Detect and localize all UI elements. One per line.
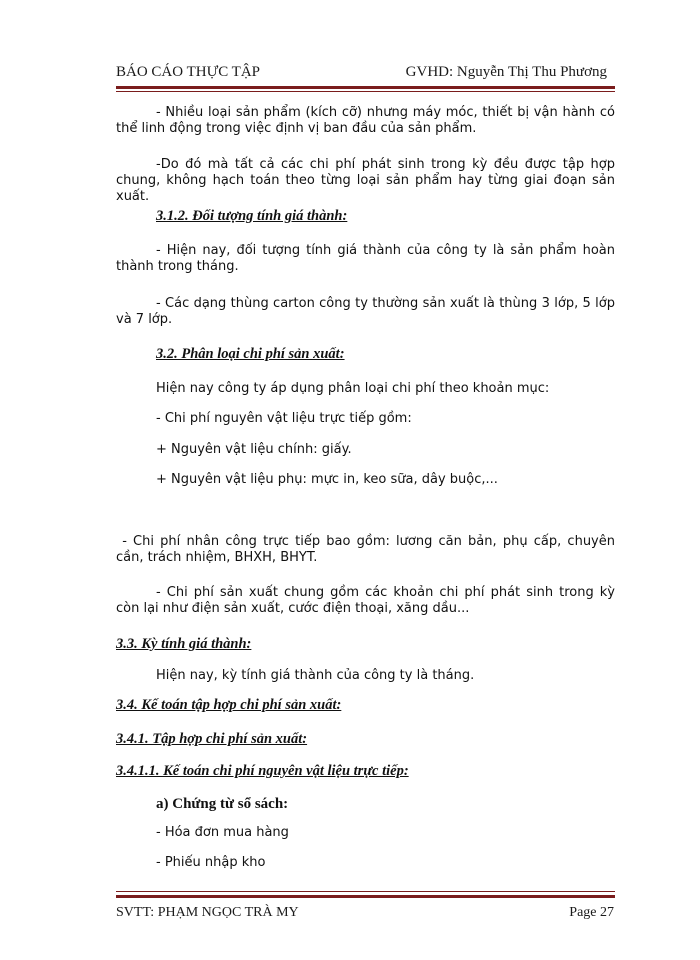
header-title: BÁO CÁO THỰC TẬP [116, 64, 261, 80]
paragraph-11: Hiện nay, kỳ tính giá thành của công ty là tháng. [156, 668, 475, 683]
paragraph-1: - Nhiều loại sản phẩm (kích cỡ) nhưng máy móc, thiết bị vận hành có thể linh động trong việc định vị ban đầu của sản phẩm. [116, 105, 615, 136]
paragraph-7: + Nguyên vật liệu chính: giấy. [156, 442, 352, 457]
heading-a-vouchers: a) Chứng từ sổ sách: [156, 796, 289, 812]
paragraph-2: -Do đó mà tất cả các chi phí phát sinh trong kỳ đều được tập hợp chung, không hạch toán theo từng loại sản phẩm hay từng giai đoạn sản xuất. [116, 157, 615, 204]
footer-rule-thin [116, 891, 615, 892]
page-number: Page 27 [569, 905, 614, 920]
heading-3-4: 3.4. Kế toán tập hợp chi phí sản xuất: [116, 697, 342, 713]
heading-3-4-1-1: 3.4.1.1. Kế toán chi phí nguyên vật liệu trực tiếp: [116, 763, 409, 779]
heading-3-2: 3.2. Phân loại chi phí sản xuất: [156, 346, 345, 362]
paragraph-8: + Nguyên vật liệu phụ: mực in, keo sữa, dây buộc,... [156, 472, 498, 487]
paragraph-5: Hiện nay công ty áp dụng phân loại chi phí theo khoản mục: [156, 381, 550, 396]
footer-rule-thick [116, 895, 615, 898]
paragraph-6: - Chi phí nguyên vật liệu trực tiếp gồm: [156, 411, 412, 426]
paragraph-3: - Hiện nay, đối tượng tính giá thành của công ty là sản phẩm hoàn thành trong tháng. [116, 243, 615, 274]
paragraph-12: - Hóa đơn mua hàng [156, 825, 289, 840]
header-rule-thick [116, 86, 615, 89]
heading-3-4-1: 3.4.1. Tập hợp chi phí sản xuất: [116, 731, 308, 747]
header-advisor: GVHD: Nguyễn Thị Thu Phương [405, 64, 607, 80]
heading-3-1-2: 3.1.2. Đối tượng tính giá thành: [156, 208, 348, 224]
heading-3-3: 3.3. Kỳ tính giá thành: [116, 636, 252, 652]
paragraph-9: - Chi phí nhân công trực tiếp bao gồm: lương căn bản, phụ cấp, chuyên cần, trách nhiệm, BHXH, BHYT. [116, 534, 620, 565]
paragraph-13: - Phiếu nhập kho [156, 855, 266, 870]
footer-author: SVTT: PHẠM NGỌC TRÀ MY [116, 905, 299, 920]
paragraph-4: - Các dạng thùng carton công ty thường sản xuất là thùng 3 lớp, 5 lớp và 7 lớp. [116, 296, 615, 327]
header-rule-thin [116, 91, 615, 92]
paragraph-10: - Chi phí sản xuất chung gồm các khoản chi phí phát sinh trong kỳ còn lại như điện sản xuất, cước điện thoại, xăng dầu... [116, 585, 615, 616]
